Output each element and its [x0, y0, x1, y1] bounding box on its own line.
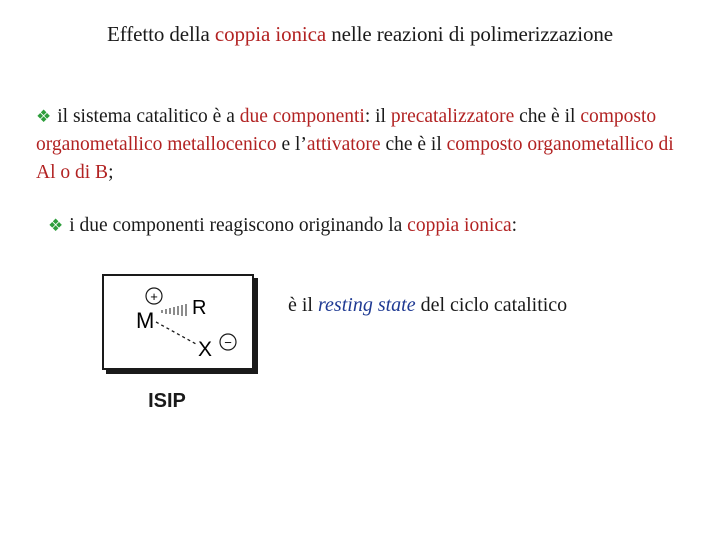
isip-caption: ISIP: [148, 390, 186, 412]
p1-highlight-1: due componenti: [239, 106, 365, 127]
p2-highlight-1: coppia ionica: [407, 215, 512, 236]
ion-pair-dashed-bond: [156, 322, 196, 344]
p1-highlight-4: attivatore: [306, 134, 381, 155]
p2-text-2: :: [511, 215, 518, 236]
p1-text-1: il sistema catalitico è a: [57, 106, 240, 127]
p1-text-2: : il: [364, 106, 391, 127]
p1-text-5: che è il: [380, 134, 447, 155]
plus-charge: +: [150, 289, 158, 304]
p1-highlight-2: precatalizzatore: [390, 106, 515, 127]
p1-text-6: ;: [108, 162, 114, 183]
isip-structure-svg: [104, 276, 252, 368]
desc-text-2: del ciclo catalitico: [415, 294, 568, 316]
p1-highlight-3: composto organometallico metallocenico: [36, 106, 657, 155]
resting-state-description: [288, 294, 567, 317]
title-highlight: coppia ionica: [214, 22, 327, 46]
bullet-paragraph-2: [48, 212, 688, 240]
anion-symbol: X: [198, 338, 213, 361]
p1-text-3: che è il: [514, 106, 581, 127]
bullet-paragraph-1: [36, 103, 696, 187]
slide-title: [0, 22, 720, 47]
metal-symbol: M: [136, 308, 155, 333]
minus-charge: −: [224, 335, 232, 350]
desc-emphasis: resting state: [318, 294, 416, 316]
desc-text-1: è il: [288, 294, 318, 316]
ligand-symbol: R: [192, 297, 207, 319]
hashed-wedge-bond: [162, 304, 186, 316]
isip-structure-diagram: [102, 274, 254, 370]
p1-text-4: e l’: [276, 134, 307, 155]
p2-text-1: i due componenti reagiscono originando la: [69, 215, 408, 236]
diamond-bullet-icon: ❖: [36, 107, 52, 126]
title-text-2: nelle reazioni di polimerizzazione: [326, 22, 613, 46]
title-text-1: Effetto della: [107, 22, 215, 46]
p1-highlight-5: composto organometallico di Al o di B: [36, 134, 674, 183]
diamond-bullet-icon: ❖: [48, 216, 64, 235]
